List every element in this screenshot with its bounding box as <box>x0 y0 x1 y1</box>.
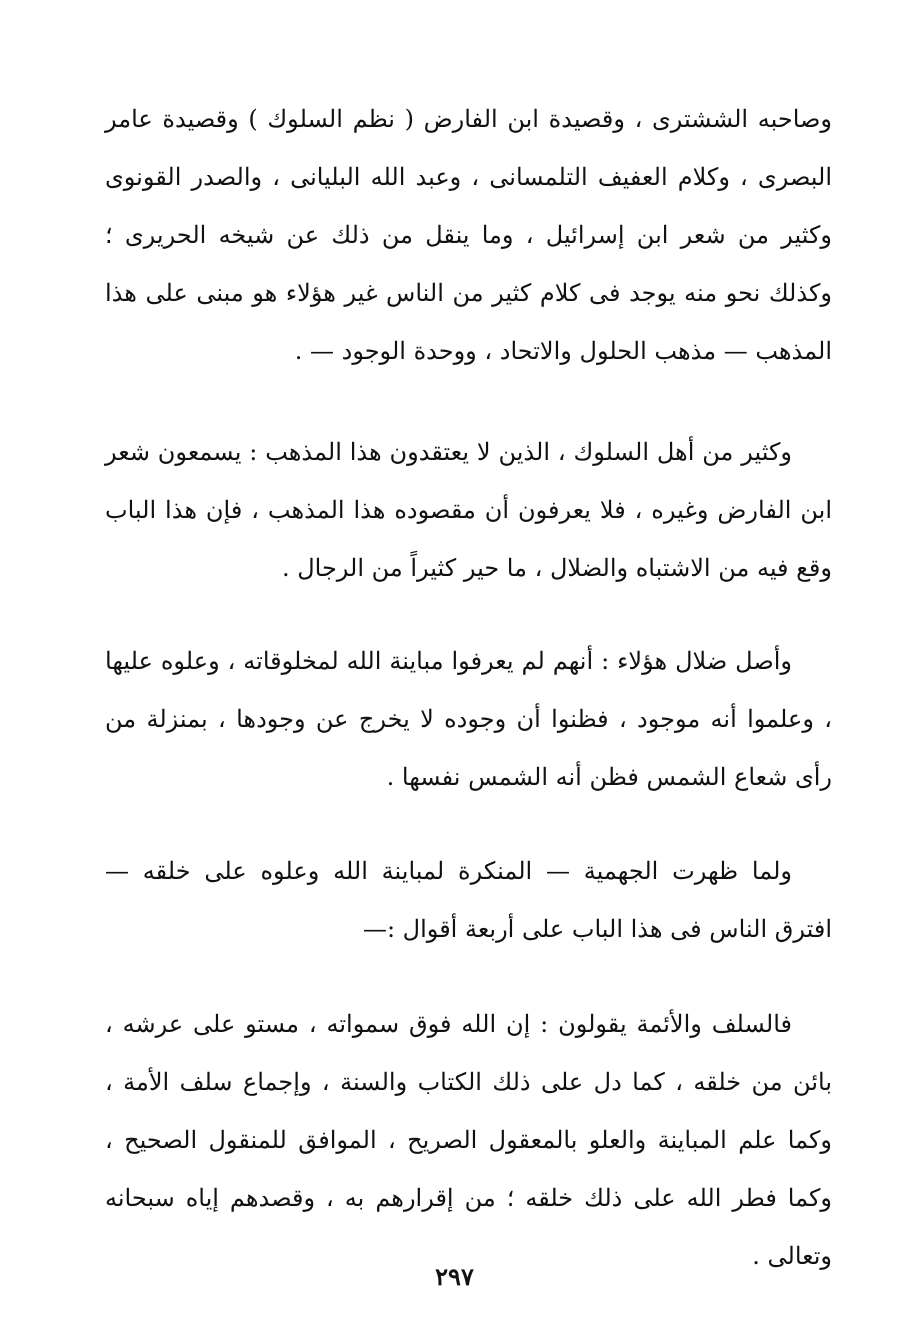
paragraph-1: وصاحبه الششترى ، وقصيدة ابن الفارض ( نظم السلوك ) وقصيدة عامر البصرى ، وكلام العفيف التلمسانى ، وعبد الله البليانى ، والصدر القونوى وكثير من شعر ابن إسرائيل ، وما ينقل من ذلك عن شيخه الحريرى ؛ وكذلك نحو منه يوجد فى كلام كثير من الناس غير هؤلاء هو مبنى على هذا المذهب — مذهب الحلول والاتحاد ، ووحدة الوجود — . <box>105 105 832 365</box>
page-number: ٢٩٧ <box>435 1262 474 1291</box>
text-block-5 <box>105 995 832 1285</box>
text-block-3 <box>105 632 832 806</box>
paragraph-3: وأصل ضلال هؤلاء : أنهم لم يعرفوا مباينة الله لمخلوقاته ، وعلوه عليها ، وعلموا أنه موجود ، فظنوا أن وجوده لا يخرج عن وجودها ، بمنزلة من رأى شعاع الشمس فظن أنه الشمس نفسها . <box>105 647 832 791</box>
text-block-1 <box>105 90 832 380</box>
paragraph-2: وكثير من أهل السلوك ، الذين لا يعتقدون هذا المذهب : يسمعون شعر ابن الفارض وغيره ، فلا يعرفون أن مقصوده هذا المذهب ، فإن هذا الباب وقع فيه من الاشتباه والضلال ، ما حير كثيراً من الرجال . <box>105 438 832 582</box>
text-block-2 <box>105 423 832 597</box>
paragraph-4: ولما ظهرت الجهمية — المنكرة لمباينة الله وعلوه على خلقه — افترق الناس فى هذا الباب على أربعة أقوال :— <box>105 857 832 943</box>
paragraph-5: فالسلف والأئمة يقولون : إن الله فوق سمواته ، مستو على عرشه ، بائن من خلقه ، كما دل على ذلك الكتاب والسنة ، وإجماع سلف الأمة ، وكما علم المباينة والعلو بالمعقول الصريح ، الموافق للمنقول الصحيح ، وكما فطر الله على ذلك خلقه ؛ من إقرارهم به ، وقصدهم إياه سبحانه وتعالى . <box>105 1010 832 1270</box>
text-block-4 <box>105 842 832 958</box>
